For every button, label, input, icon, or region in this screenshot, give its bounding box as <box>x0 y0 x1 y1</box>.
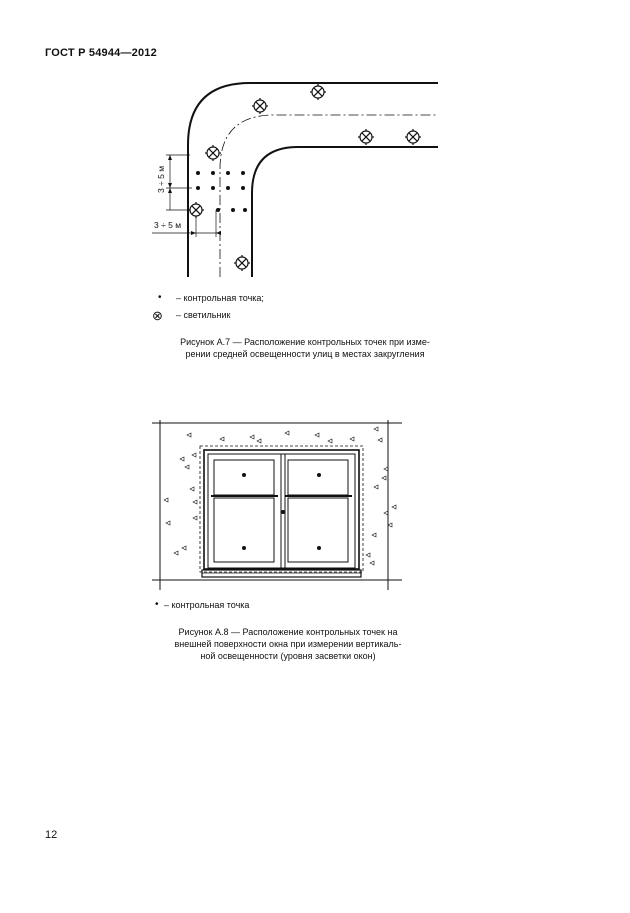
control-point <box>242 473 246 477</box>
standard-header: ГОСТ Р 54944—2012 <box>45 47 157 59</box>
figure-a7-caption-line1: Рисунок А.7 — Расположение контрольных точек при изме- <box>180 337 430 347</box>
figure-a7-caption <box>140 336 470 360</box>
figure-a8-caption <box>148 626 428 662</box>
control-point-icon: • <box>155 599 159 610</box>
figure-a8-caption-line3: ной освещенности (уровня засветки окон) <box>200 651 376 661</box>
luminaires <box>188 84 421 271</box>
control-point <box>211 171 215 175</box>
luminaire-icon <box>234 255 250 271</box>
control-point <box>241 186 245 190</box>
legend-luminaire <box>152 310 352 324</box>
control-point <box>216 208 220 212</box>
legend-control-point-a8-text: – контрольная точка <box>164 600 250 610</box>
luminaire-icon <box>252 98 268 114</box>
legend-control-point <box>158 293 358 305</box>
control-point <box>226 186 230 190</box>
control-point <box>242 546 246 550</box>
figure-a8-diagram <box>152 415 402 595</box>
figure-a7-caption-line2: рении средней освещенности улиц в местах закругления <box>185 349 425 359</box>
luminaire-icon <box>205 145 221 161</box>
control-point <box>231 208 235 212</box>
control-point <box>317 473 321 477</box>
control-point <box>196 186 200 190</box>
luminaire-icon <box>188 202 204 218</box>
luminaire-icon <box>405 129 421 145</box>
luminaire-symbol-icon: ⊗ <box>152 308 163 323</box>
dim-vertical-label: 3 ÷ 5 м <box>156 165 166 193</box>
luminaire-icon <box>358 129 374 145</box>
legend-luminaire-text: – светильник <box>176 310 231 320</box>
page-number: 12 <box>45 829 58 841</box>
control-point-icon: • <box>158 292 162 303</box>
figure-a8-caption-line2: внешней поверхности окна при измерении вертикаль- <box>174 639 402 649</box>
control-point <box>196 171 200 175</box>
control-point <box>317 546 321 550</box>
figure-a7-diagram <box>140 75 450 285</box>
dim-horizontal-label: 3 ÷ 5 м <box>154 220 182 230</box>
window-sill <box>202 570 361 577</box>
window-handle <box>281 510 285 514</box>
wall-hatch <box>164 427 396 565</box>
legend-control-point-a8 <box>155 600 355 612</box>
road-outer-edge <box>188 83 438 277</box>
road-inner-edge <box>252 147 438 277</box>
control-point <box>243 208 247 212</box>
legend-control-point-text: – контрольная точка; <box>176 293 264 303</box>
control-point <box>226 171 230 175</box>
figure-a8-caption-line1: Рисунок А.8 — Расположение контрольных точек на <box>178 627 398 637</box>
control-point <box>211 186 215 190</box>
control-point <box>241 171 245 175</box>
luminaire-icon <box>310 84 326 100</box>
